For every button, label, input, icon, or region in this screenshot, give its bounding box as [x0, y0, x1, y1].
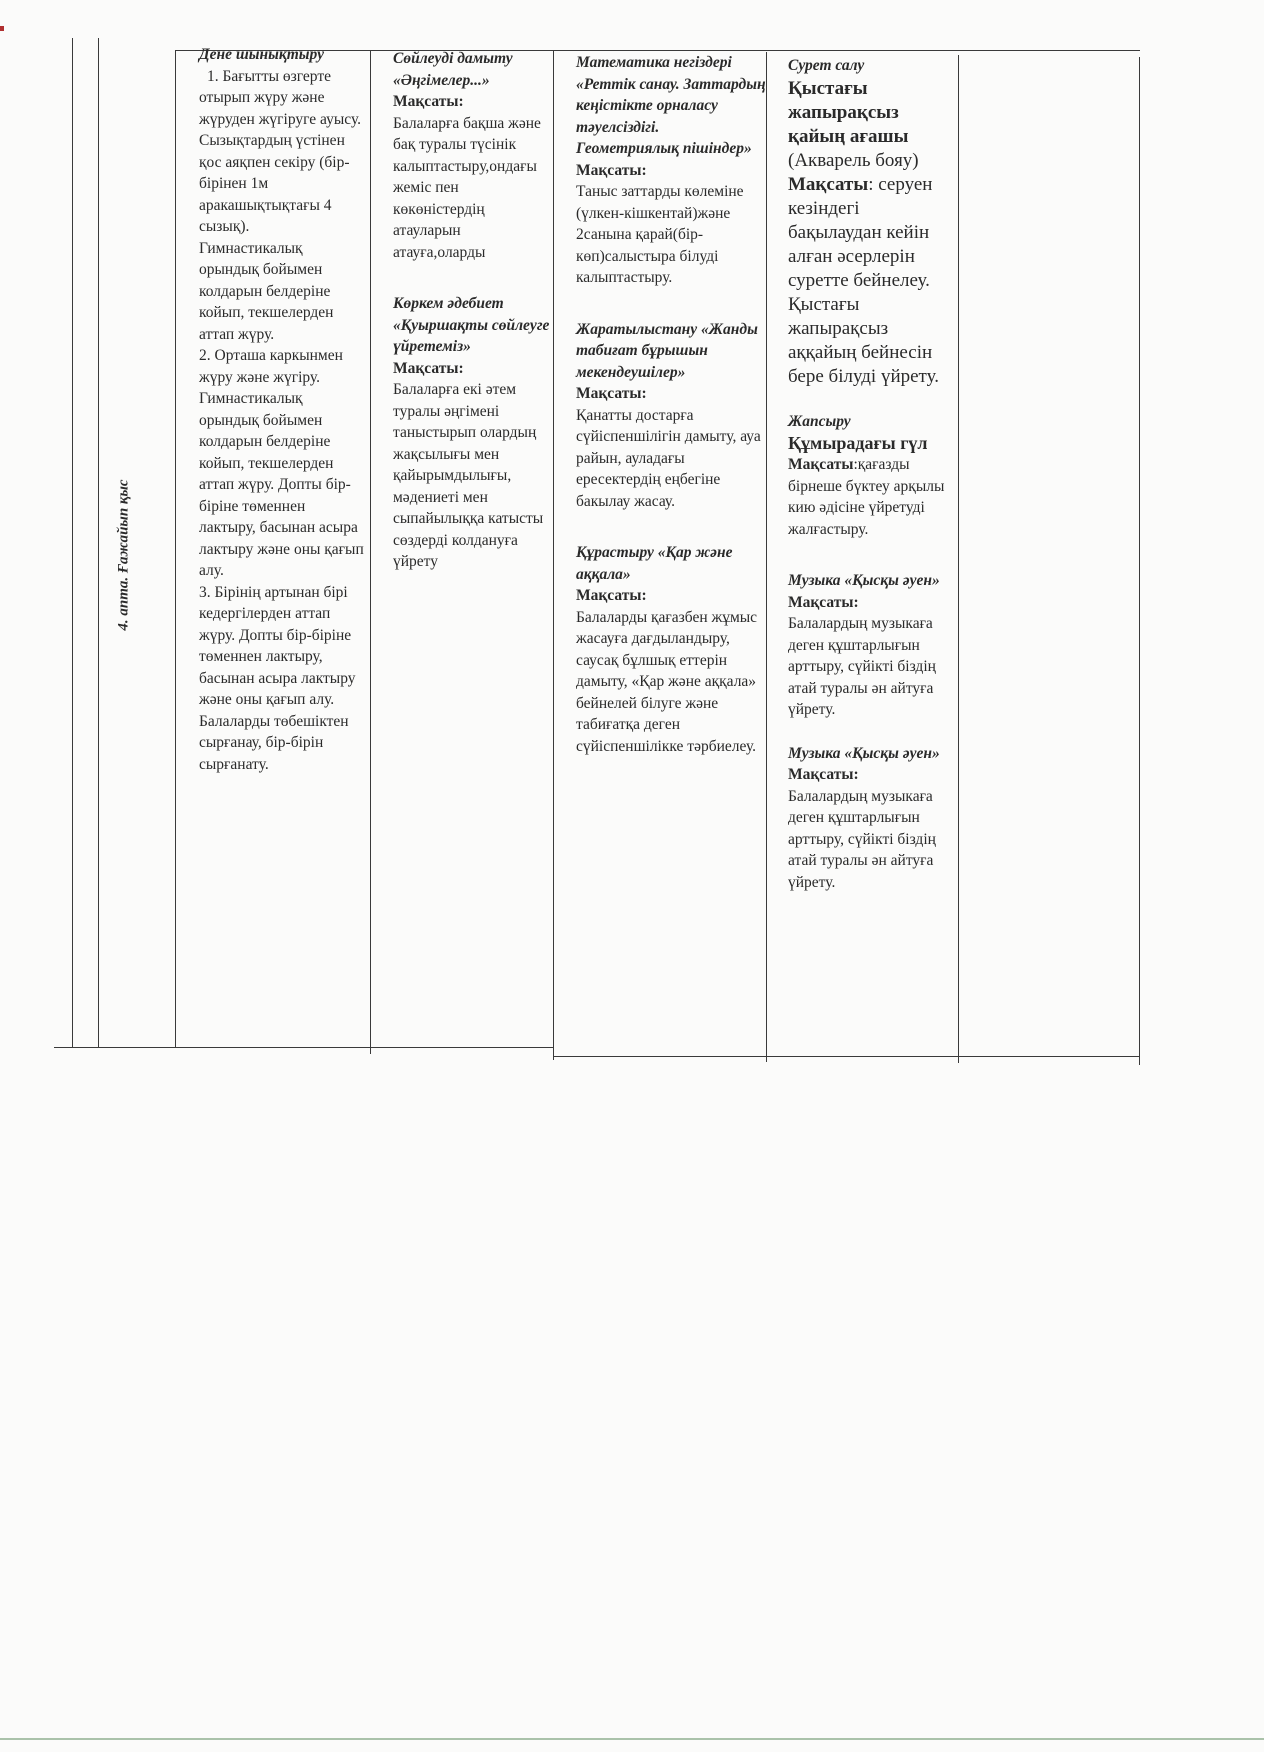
table-border-bottom: [553, 1056, 1140, 1057]
cell-heading: Дене шынықтыру: [199, 46, 324, 63]
cell-text: Қанатты достарға сүйіспеншілігін дамыту, ауа райын, ауладағы ересектердің еңбегіне бакылау жасау.: [576, 406, 761, 510]
cell-text: Балаларды төбешіктен сырғанау, бір-бірін сырғанату.: [199, 712, 349, 773]
cell-text: Таныс заттарды көлеміне (үлкен-кішкентай)және 2санына қарай(бір-көп)салыстыра білуді калыптастыру.: [576, 183, 744, 286]
table-divider: [175, 50, 176, 1048]
cell-heading: Математика негіздері «Реттік санау. Заттардың кеңістікте орналасу тәуелсіздігі. Геометриялық пішіндер»: [576, 54, 766, 157]
goal-label: Мақсаты: [788, 456, 854, 473]
goal-label: Мақсаты:: [576, 385, 647, 402]
cell-text: Балаларға екі әтем туралы әңгімені таныстырып олардың жақсылығы мен қайырымдылығы, мәдениеті мен сыпайылыққа катысты сөздерді колдануға үйрету: [393, 381, 544, 570]
cell-heading: Музыка «Қысқы әуен»: [788, 572, 940, 589]
page-edge-line: [0, 1738, 1264, 1740]
cell-mathematics: [576, 52, 766, 757]
table-divider: [370, 50, 371, 1054]
cell-heading: Жаратылыстану «Жанды табиғат бұрышын мекендеушілер»: [576, 320, 758, 381]
cell-text: Балалардың музыкаға деген құштарлығын арттыру, сүйікті біздің атай туралы ән айтуға үйрету.: [788, 615, 936, 718]
table-divider: [553, 50, 554, 1060]
goal-label: Мақсаты: [788, 173, 869, 195]
cell-heading: Көркем әдебиет «Қуыршақты сөйлеуге үйретеміз»: [393, 295, 550, 355]
corner-mark: [0, 26, 4, 31]
goal-label: Мақсаты:: [576, 161, 647, 179]
cell-heading: Сурет салу: [788, 57, 865, 74]
table-divider: [958, 55, 959, 1063]
goal-label: Мақсаты:: [788, 766, 859, 783]
goal-label: Мақсаты:: [788, 593, 859, 611]
cell-text: Балаларға бақша және бақ туралы түсінік калыптастыру,ондағы жеміс пен көкөністердің атауларын атауға,оларды: [393, 114, 541, 261]
table-border-bottom: [54, 1047, 554, 1048]
cell-text: :қағазды бірнеше бүктеу арқылы кию әдісіне үйретуді жалғастыру.: [788, 456, 945, 538]
lesson-subtitle: (Акварель бояу): [788, 149, 919, 171]
week-label-text: 4. апта. Ғажайып қыс: [115, 479, 132, 631]
cell-text: : серуен кезіндегі бақылаудан кейін алған әсерлерін суретте бейнелеу. Қыстағы жапырақсыз аққайың бейнесін бере білуді үйрету.: [788, 173, 939, 387]
cell-physical-education: [199, 44, 365, 775]
cell-heading: Құрастыру «Қар және аққала»: [576, 544, 733, 583]
goal-label: Мақсаты:: [393, 359, 464, 377]
goal-label: Мақсаты:: [576, 587, 647, 604]
cell-speech-development: [393, 48, 553, 573]
table-divider: [98, 38, 99, 1048]
cell-text: Гимнастикалық орындық бойымен колдарын белдеріне койып, текшелерден аттап жүру. Допты бір-біріне төменнен лактыру, басынан асыра лактыру және оны қағып алу.: [199, 390, 364, 579]
cell-drawing: [788, 55, 956, 893]
lesson-title: Құмырадағы гүл: [788, 433, 928, 453]
lesson-title: Қыстағы жапырақсыз қайың ағашы: [788, 77, 909, 147]
cell-text: 1. Бағытты өзгерте отырып жүру және жүруден жүгіруге ауысу. Сызықтардың үстінен қос аяқпен секіру (бір-бірінен 1м аракашықтықтағы 4 сызық).: [199, 67, 362, 235]
cell-text: 3. Бірінің артынан бірі кедергілерден аттап жүру. Допты бір-біріне төменнен лактыру, басынан асыра лактыру және оны қағып алу.: [199, 583, 356, 708]
cell-heading: Жапсыру: [788, 412, 851, 430]
cell-text: Балаларды қағазбен жұмыс жасауға дағдыландыру, саусақ бұлшық еттерін дамыту, «Қар және аққала» бейнелей білуге және табиғатқа деген сүйіспеншілікке тәрбиелеу.: [576, 608, 758, 755]
cell-text: Балалардың музыкаға деген құштарлығын арттыру, сүйікті біздің атай туралы ән айтуға үйрету.: [788, 787, 936, 891]
cell-text: Гимнастикалық орындық бойымен колдарын белдеріне койып, текшелерден аттап жүру.: [199, 239, 334, 343]
cell-heading: Музыка «Қысқы әуен»: [788, 744, 940, 762]
goal-label: Мақсаты:: [393, 93, 464, 110]
table-border-left: [72, 38, 73, 1048]
table-divider: [766, 52, 767, 1062]
cell-heading: Сөйлеуді дамыту «Әңгімелер...»: [393, 50, 513, 89]
table-border-right: [1139, 57, 1140, 1065]
cell-text: 2. Орташа каркынмен жүру және жүгіру.: [199, 347, 343, 386]
